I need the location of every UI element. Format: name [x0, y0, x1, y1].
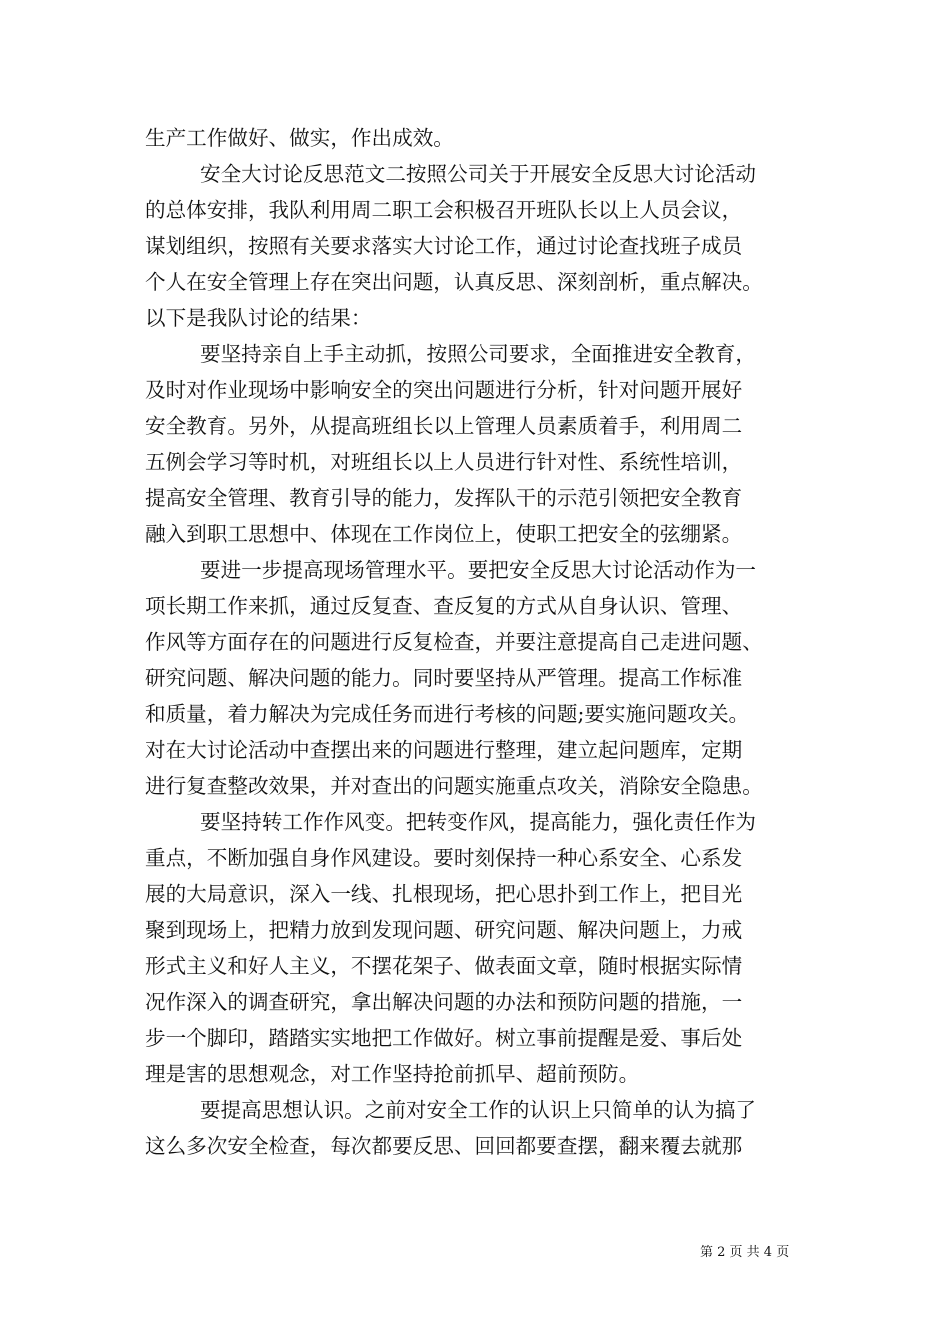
- text-line: 理是害的思想观念，对工作坚持抢前抓早、超前预防。: [145, 1062, 640, 1086]
- text-line: 作风等方面存在的问题进行反复检查，并要注意提高自己走进问题、: [145, 630, 763, 654]
- text-line: 生产工作做好、做实，作出成效。: [145, 126, 454, 150]
- text-line: 融入到职工思想中、体现在工作岗位上，使职工把安全的弦绷紧。: [145, 522, 743, 546]
- text-line: 的总体安排，我队利用周二职工会积极召开班队长以上人员会议，: [145, 198, 743, 222]
- text-line: 形式主义和好人主义，不摆花架子、做表面文章，随时根据实际情: [145, 954, 743, 978]
- text-line: 提高安全管理、教育引导的能力，发挥队干的示范引领把安全教育: [145, 486, 743, 510]
- text-line: 要提高思想认识。之前对安全工作的认识上只简单的认为搞了: [200, 1098, 757, 1122]
- text-line: 步一个脚印，踏踏实实地把工作做好。树立事前提醒是爱、事后处: [145, 1026, 743, 1050]
- text-line: 聚到现场上，把精力放到发现问题、研究问题、解决问题上，力戒: [145, 918, 743, 942]
- text-line: 项长期工作来抓，通过反复查、查反复的方式从自身认识、管理、: [145, 594, 743, 618]
- text-line: 安全大讨论反思范文二按照公司关于开展安全反思大讨论活动: [200, 162, 757, 186]
- text-line: 重点，不断加强自身作风建设。要时刻保持一种心系安全、心系发: [145, 846, 743, 870]
- text-line: 要进一步提高现场管理水平。要把安全反思大讨论活动作为一: [200, 558, 757, 582]
- text-line: 这么多次安全检查，每次都要反思、回回都要查摆，翻来覆去就那: [145, 1134, 743, 1158]
- page-number: 第 2 页 共 4 页: [700, 1245, 790, 1260]
- text-line: 及时对作业现场中影响安全的突出问题进行分析，针对问题开展好: [145, 378, 743, 402]
- text-line: 和质量，着力解决为完成任务而进行考核的问题;要实施问题攻关。: [145, 702, 750, 726]
- text-line: 研究问题、解决问题的能力。同时要坚持从严管理。提高工作标准: [145, 666, 743, 690]
- text-line: 五例会学习等时机，对班组长以上人员进行针对性、系统性培训，: [145, 450, 743, 474]
- text-line: 安全教育。另外，从提高班组长以上管理人员素质着手，利用周二: [145, 414, 743, 438]
- text-line: 况作深入的调查研究，拿出解决问题的办法和预防问题的措施，一: [145, 990, 743, 1014]
- text-line: 个人在安全管理上存在突出问题，认真反思、深刻剖析，重点解决。: [145, 270, 763, 294]
- text-line: 要坚持亲自上手主动抓，按照公司要求，全面推进安全教育，: [200, 342, 757, 366]
- text-line: 进行复查整改效果，并对查出的问题实施重点攻关，消除安全隐患。: [145, 774, 763, 798]
- text-line: 展的大局意识，深入一线、扎根现场，把心思扑到工作上，把目光: [145, 882, 743, 906]
- text-line: 对在大讨论活动中查摆出来的问题进行整理，建立起问题库，定期: [145, 738, 743, 762]
- text-line: 谋划组织，按照有关要求落实大讨论工作，通过讨论查找班子成员: [145, 234, 743, 258]
- text-line: 要坚持转工作作风变。把转变作风，提高能力，强化责任作为: [200, 810, 757, 834]
- text-line: 以下是我队讨论的结果：: [145, 306, 372, 330]
